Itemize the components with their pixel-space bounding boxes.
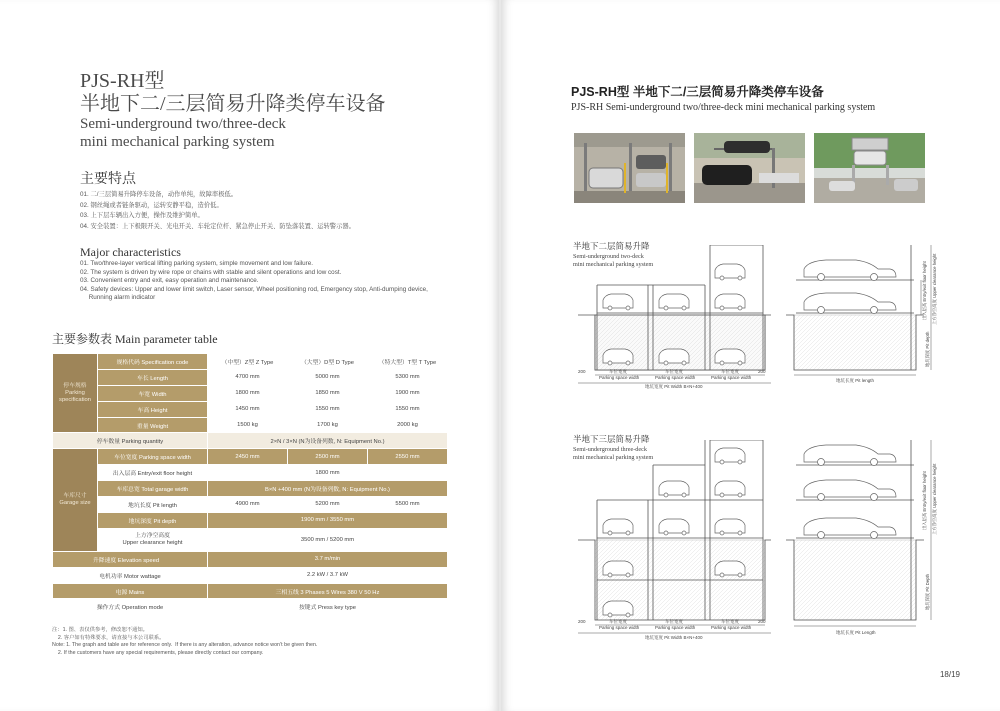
table-row — [53, 449, 448, 465]
title-en-line-1: Semi-underground two/three-deck — [80, 116, 286, 132]
cell-d: 1850 mm — [288, 385, 368, 401]
two-deck-pit-length: 地坑长度 Pit length — [836, 378, 875, 383]
cell-t: 2000 kg — [368, 417, 448, 433]
left-page — [0, 0, 499, 711]
two-deck-space-en-3: Parking space width — [711, 375, 752, 380]
col-t-header: （特大型）T型 T Type — [368, 354, 448, 370]
cell-z: 1450 mm — [208, 401, 288, 417]
motor-label: 电机功率 Motor wattage — [53, 567, 208, 583]
table-row — [53, 567, 448, 583]
row-label: 地坑长度 Pit length — [98, 497, 208, 513]
row-label: 车宽 Width — [98, 385, 208, 401]
feature-en-3: 03. Convenient entry and exit, easy operation and maintenance. — [80, 277, 259, 285]
features-cn-list — [80, 190, 355, 232]
three-deck-space-label-1: 车位宽度 — [609, 619, 627, 624]
photo-1 — [574, 133, 685, 203]
cell-t: 2550 mm — [368, 449, 448, 465]
table-title: 主要参数表 Main parameter table — [52, 332, 218, 346]
feature-cn-2: 02. 钢丝绳或者链条驱动，运转安静平稳，造价低。 — [80, 201, 223, 209]
cell-t: 1550 mm — [368, 401, 448, 417]
clearance-label-cn: 上方净空高度 — [135, 532, 170, 539]
cell-z: 2450 mm — [208, 449, 288, 465]
features-en-list — [80, 260, 428, 303]
feature-cn-1: 01. 二/三层简易升降停车设备，动作单纯，故障率极低。 — [80, 191, 238, 198]
car-icon — [603, 264, 745, 365]
cell-d: 1700 kg — [288, 417, 368, 433]
clearance-label-en: Upper clearance height — [122, 539, 183, 546]
three-deck-front-diagram — [573, 440, 773, 650]
note-cn-2: 2. 客户如有特殊要求，请直接与本公司联系。 — [52, 634, 165, 641]
two-deck-space-en-2: Parking space width — [655, 375, 696, 380]
motor-value: 2.2 kW / 3.7 kW — [208, 567, 448, 583]
title-product-cn: 半地下二/三层简易升降类停车设备 — [80, 93, 386, 115]
three-deck-space-label-2: 车位宽度 — [665, 619, 683, 624]
car-icon — [804, 445, 896, 539]
three-deck-pit-depth: 地坑深度 Pit Depth — [925, 573, 930, 610]
row-label: 车库总宽 Total garage width — [98, 481, 208, 497]
table-row — [53, 465, 448, 481]
two-deck-space-en-1: Parking space width — [599, 375, 640, 380]
feature-en-4-cont: Running alarm indicator — [80, 294, 156, 302]
cell-merged: 3500 mm / 5200 mm — [208, 528, 448, 551]
table-row — [53, 354, 448, 370]
table-row — [53, 369, 448, 385]
cell-z: 1500 kg — [208, 417, 288, 433]
row-label: 出入层高 Entry/exit floor height — [98, 465, 208, 481]
three-deck-title-en-1: Semi-underground three-deck — [573, 446, 647, 453]
row-label: 车长 Length — [98, 369, 208, 385]
two-deck-clearance: 上方净空高度 Upper clearance height — [932, 253, 937, 325]
page-number: 18/19 — [939, 670, 960, 679]
three-deck-space-en-2: Parking space width — [655, 625, 696, 630]
features-cn-title: 主要特点 — [80, 172, 136, 187]
table-row — [53, 528, 448, 551]
two-deck-margin-left: 200 — [578, 369, 586, 374]
three-deck-title-cn: 半地下三层简易升降 — [573, 434, 650, 444]
car-icon — [804, 260, 896, 314]
elevation-value: 3.7 m/min — [208, 551, 448, 567]
two-deck-pit-depth: 地坑深度 Pit depth — [925, 331, 930, 367]
table-row — [53, 583, 448, 599]
three-deck-space-en-3: Parking space width — [711, 625, 752, 630]
table-row — [53, 599, 448, 615]
three-deck-space-label-3: 车位宽度 — [721, 619, 739, 624]
photo-3 — [814, 133, 925, 203]
cell-merged: 1900 mm / 3550 mm — [208, 512, 448, 528]
feature-en-2: 02. The system is driven by wire rope or chains with stable and silent operations and low cost. — [80, 268, 342, 276]
features-en-title: Major characteristics — [80, 245, 181, 259]
note-en-2: 2. If the customers have any special requirements, please directly contact our company. — [52, 649, 264, 656]
cell-z: 4700 mm — [208, 369, 288, 385]
cell-t: 5300 mm — [368, 369, 448, 385]
three-deck-side-diagram — [786, 440, 946, 640]
operation-value: 按键式 Press key type — [208, 599, 448, 615]
two-deck-side-diagram — [786, 245, 946, 390]
three-deck-margin-left: 200 — [578, 619, 586, 624]
parameter-table — [52, 353, 448, 615]
table-row — [53, 497, 448, 513]
title-en-line-2: mini mechanical parking system — [80, 134, 275, 150]
row-label: 重量 Weight — [98, 417, 208, 433]
notes — [52, 627, 317, 657]
row-label: 车位宽度 Parking space width — [98, 449, 208, 465]
elevation-label: 升降速度 Elevation speed — [53, 551, 208, 567]
cell-z: 4900 mm — [208, 497, 288, 513]
feature-en-1: 01. Two/three-layer vertical lifting parking system, simple movement and low failure. — [80, 260, 313, 267]
mains-value: 三相五线 3 Phases 5 Wires 380 V 50 Hz — [208, 583, 448, 599]
two-deck-space-label-3: 车位宽度 — [721, 369, 739, 374]
col-d-header: （大型）D型 D Type — [288, 354, 368, 370]
table-row — [53, 512, 448, 528]
parking-quantity-value: 2×N / 3×N (N为设备列数, N: Equipment No.) — [208, 433, 448, 449]
table-row — [53, 433, 448, 449]
table-row — [53, 551, 448, 567]
two-deck-entry-height: 出入层高 Entry/exit floor height — [922, 261, 927, 320]
right-page — [501, 0, 1000, 711]
two-deck-title-en-2: mini mechanical parking system — [573, 260, 654, 268]
three-deck-margin-right: 200 — [758, 619, 766, 624]
two-deck-space-label-1: 车位宽度 — [609, 369, 627, 374]
three-deck-pit-width: 地坑宽度 Pit Width B×N+400 — [645, 635, 703, 640]
two-deck-title-en-1: Semi-underground two-deck — [573, 253, 644, 260]
two-deck-margin-right: 200 — [758, 369, 766, 374]
cell-d: 1550 mm — [288, 401, 368, 417]
parking-spec-group: 停车规格 Parking specification — [53, 354, 98, 433]
three-deck-clearance: 上方净空高度 Upper clearance height — [932, 463, 937, 535]
right-header-cn: PJS-RH型 半地下二/三层简易升降类停车设备 — [571, 85, 824, 99]
row-label: 车高 Height — [98, 401, 208, 417]
note-en-1: Note: 1. The graph and table are for reference only. If there is any alteration, advance notice won’t be given then. — [52, 642, 318, 649]
mains-label: 电源 Mains — [53, 583, 208, 599]
cell-d: 5200 mm — [288, 497, 368, 513]
cell-d: 5000 mm — [288, 369, 368, 385]
cell-merged: B×N +400 mm (N为设备列数, N: Equipment No.) — [208, 481, 448, 497]
three-deck-pit-length: 地坑长度 Pit Length — [836, 630, 876, 635]
table-row — [53, 417, 448, 433]
row-label — [98, 528, 208, 551]
two-deck-pit-width: 地坑宽度 Pit Width B×N+400 — [645, 384, 703, 389]
spec-code-header: 规格代码 Specification code — [98, 354, 208, 370]
garage-size-group: 车库尺寸 Garage size — [53, 449, 98, 551]
left-title-en — [80, 115, 286, 151]
table-row — [53, 401, 448, 417]
left-title-cn — [80, 70, 386, 116]
three-deck-title-en-2: mini mechanical parking system — [573, 453, 654, 461]
note-cn-1: 注：1. 图、表仅供参考，修改恕不通知。 — [52, 627, 148, 633]
photo-2 — [694, 133, 805, 203]
title-model: PJS-RH型 — [80, 70, 165, 92]
cell-t: 5500 mm — [368, 497, 448, 513]
feature-cn-3: 03. 上下层车辆出入方便，操作及维护简单。 — [80, 212, 204, 219]
row-label: 地坑深度 Pit depth — [98, 512, 208, 528]
two-deck-space-label-2: 车位宽度 — [665, 369, 683, 374]
cell-merged: 1800 mm — [208, 465, 448, 481]
feature-cn-4: 04. 安全装置：上下极限开关、光电开关、车轮定位杆、紧急停止开关、防坠落装置、运转警示器。 — [80, 222, 355, 230]
two-deck-front-diagram — [573, 245, 773, 395]
table-row — [53, 481, 448, 497]
table-row — [53, 385, 448, 401]
feature-en-4: 04. Safety devices: Upper and lower limit switch, Laser sensor, Wheel positioning rod, Emergency stop, Anti-dumping device, — [80, 285, 428, 293]
three-deck-entry-height: 出入层高 Entry/exit floor height — [922, 471, 927, 530]
parking-quantity-label: 停车数量 Parking quantity — [53, 433, 208, 449]
cell-t: 1900 mm — [368, 385, 448, 401]
operation-label: 操作方式 Operation mode — [53, 599, 208, 615]
cell-z: 1800 mm — [208, 385, 288, 401]
two-deck-title-cn: 半地下二层简易升降 — [573, 241, 650, 251]
right-header-en: PJS-RH Semi-underground two/three-deck mini mechanical parking system — [571, 102, 876, 113]
cell-d: 2500 mm — [288, 449, 368, 465]
three-deck-space-en-1: Parking space width — [599, 625, 640, 630]
col-z-header: （中型）Z型 Z Type — [208, 354, 288, 370]
